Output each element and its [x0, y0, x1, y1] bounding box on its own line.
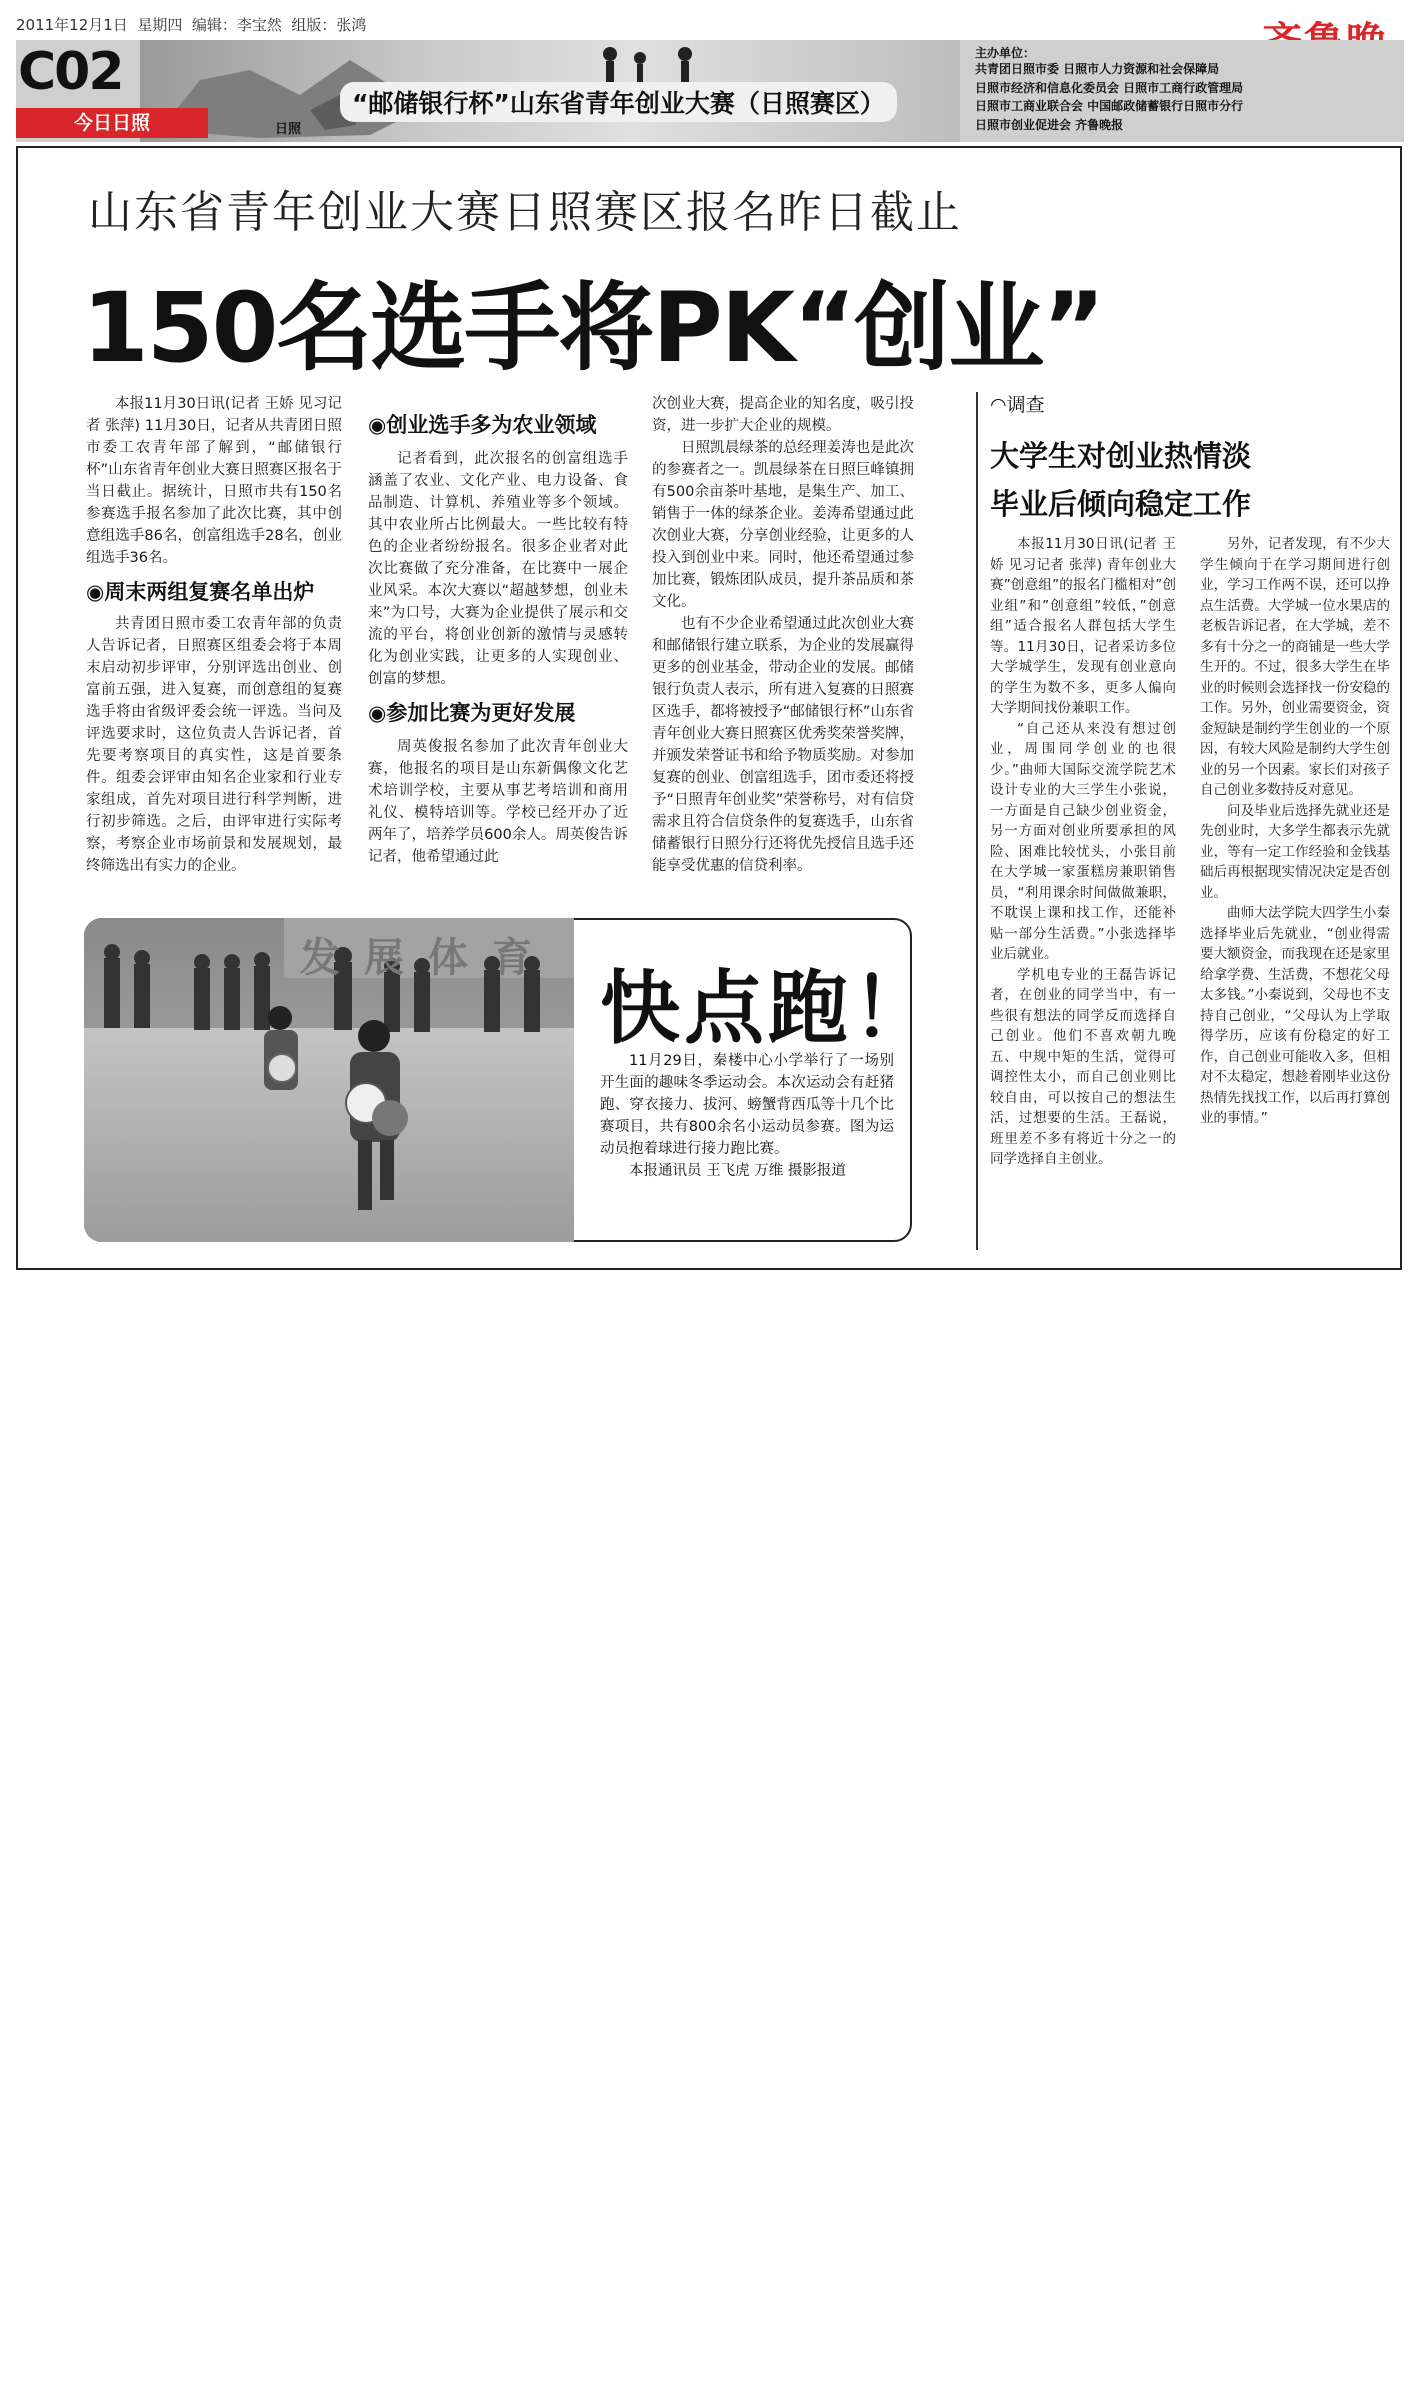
survey-title-line: 大学生对创业热情淡	[990, 439, 1252, 473]
paragraph: 周英俊报名参加了此次青年创业大赛，他报名的项目是山东新偶像文化艺术培训学校，主要从事艺考培训和商用礼仪、模特培训等。学校已经开办了近两年了，培养学员600余人。周英俊告诉记者，他希望通过此	[368, 739, 628, 865]
host-line: 共青团日照市委 日照市人力资源和社会保障局	[975, 62, 1220, 76]
map-label: 日照	[275, 122, 302, 137]
paragraph: 本报11月30日讯(记者 王娇 见习记者 张萍) 青年创业大赛”创意组”的报名门槛相对”创业组”和”创意组”较低，”创意组”适合报名人群包括大学生等。11月30日，记者采访多位大学城学生，发现有创业意向的学生为数不多，更多人偏向大学期间找份兼职工作。	[990, 536, 1176, 716]
paragraph: 另外，记者发现，有不少大学生倾向于在学习期间进行创业，学习工作两不误，还可以挣点生活费。大学城一位水果店的老板告诉记者，在大学城，差不多有十分之一的商铺是一些大学生开的。不过，很多大学生在毕业的时候则会选择找一份安稳的工作。另外，创业需要资金，资金短缺是制约学生创业的一个原因，有较大风险是制约大学生创业的另一个因素。家长们对孩子自己创业多数持反对意见。	[1200, 536, 1390, 798]
survey-column-a	[990, 534, 1176, 1170]
host-line: 日照市经济和信息化委员会 日照市工商行政管理局	[975, 80, 1244, 95]
survey-label: ◠调查	[990, 394, 1045, 416]
hosts-title: 主办单位：	[975, 46, 1036, 60]
page-number: C02	[18, 42, 123, 102]
paragraph: 学机电专业的王磊告诉记者，在创业的同学当中，有一些很有想法的同学反而选择自己创业。他们不喜欢朝九晚五、中规中矩的生活，觉得可调控性太小，而自己创业则比较自由，可以按自己的想法生活，过想要的生活。王磊说，班里差不多有将近十分之一的同学选择自主创业。	[990, 966, 1176, 1167]
paragraph: 共青团日照市委工农青年部的负责人告诉记者，日照赛区组委会将于本周末启动初步评审，分别评选出创业、创富前五强，进入复赛，而创意组的复赛选手将由省级评委会统一评选。当问及评选要求时，这位负责人告诉记者，首先要考察项目的真实性，这是首要条件。组委会评审由知名企业家和行业专家组成，首先对项目进行科学判断，进行初步筛选。之后，由评审进行实际考察，考察企业市场前景和发展规划，最终筛选出有实力的企业。	[86, 616, 342, 874]
paragraph: 次创业大赛，提高企业的知名度，吸引投资，进一步扩大企业的规模。	[652, 396, 914, 434]
caption-text: 11月29日，秦楼中心小学举行了一场别开生面的趣味冬季运动会。本次运动会有赶猪跑、穿衣接力、拔河、螃蟹背西瓜等十几个比赛项目，共有800余名小运动员参赛。图为运动员抱着球进行接力跑比赛。	[600, 1053, 894, 1157]
paragraph: “自己还从来没有想过创业，周围同学创业的也很少。”曲师大国际交流学院艺术设计专业的大三学生小张说，一方面是自己缺少创业资金，另一方面对创业所要承担的风险、困难比较忧头，小张目前在大学城一家蛋糕房兼职销售员，“利用课余时间做做兼职，不耽误上课和找工作，还能补贴一部分生活费。”小张选择毕业后就业。	[990, 720, 1176, 962]
article-headline: 150名选手将PK“创业”	[82, 272, 1104, 384]
paragraph: 问及毕业后选择先就业还是先创业时，大多学生都表示先就业，等有一定工作经验和金钱基础后再根据现实情况决定是否创业。	[1200, 802, 1390, 901]
article-column-3	[652, 393, 914, 877]
survey-title	[990, 432, 1251, 528]
article-column-2	[368, 414, 628, 868]
host-line: 日照市工商业联合会 中国邮政储蓄银行日照市分行	[975, 99, 1244, 113]
survey-column-b	[1200, 534, 1390, 1129]
photo-caption	[600, 1050, 894, 1182]
subhead-development: ◉参加比赛为更好发展	[368, 701, 576, 725]
article-subtitle: 山东省青年创业大赛日照赛区报名昨日截止	[88, 187, 962, 238]
hosts-list	[975, 60, 1395, 134]
lead-paragraph: 本报11月30日讯(记者 王娇 见习记者 张萍) 11月30日，记者从共青团日照市委工农青年部了解到，“邮储银行杯”山东省青年创业大赛日照赛区报名于当日截止。据统计，日照市共有150名参赛选手报名参加了此次比赛，其中创意组选手86名，创富组选手28名，创业组选手36名。	[86, 396, 342, 566]
contest-name: “邮储银行杯”山东省青年创业大赛（日照赛区）	[340, 82, 897, 122]
paragraph: 也有不少企业希望通过此次创业大赛和邮储银行建立联系，为企业的发展赢得更多的创业基金，带动企业的发展。邮储银行负责人表示，所有进入复赛的日照赛区选手，都将被授予“邮储银行杯”山东省青年创业大赛日照赛区优秀奖荣誉奖牌，并颁发荣誉证书和给予物质奖励。对参加复赛的创业、创富组选手，团市委还将授予“日照青年创业奖”荣誉称号，对有信贷需求且符合信贷条件的复赛选手，山东省储蓄银行日照分行还将优先授信且选手还能享受优惠的信贷利率。	[652, 616, 914, 874]
column-divider	[976, 392, 978, 1250]
survey-title-line: 毕业后倾向稳定工作	[990, 487, 1252, 521]
subhead-agriculture: ◉创业选手多为农业领域	[368, 413, 597, 437]
photo-caption-title: 快点跑！	[600, 962, 936, 1055]
photo-wall-text: 发展体育	[300, 935, 556, 981]
dateline: 2011年12月1日 星期四 编辑：李宝然 组版：张鸿	[16, 16, 367, 34]
section-tag: 今日日照	[16, 108, 208, 138]
article-column-1	[86, 393, 342, 877]
paragraph: 曲师大法学院大四学生小秦选择毕业后先就业，“创业得需要大额资金，而我现在还是家里给拿学费、生活费，不想花父母太多钱。”小秦说到，父母也不支持自己创业，“父母认为上学取得学历，应该有份稳定的好工作，自己创业可能收入多，但相对不太稳定，想趁着刚毕业这份热情先找找工作，以后再打算创业的事情。”	[1200, 905, 1390, 1126]
host-line: 日照市创业促进会 齐鲁晚报	[975, 117, 1124, 132]
paragraph: 记者看到，此次报名的创富组选手涵盖了农业、文化产业、电力设备、食品制造、计算机、养殖业等多个领域。其中农业所占比例最大。一些比较有特色的企业者纷纷报名。很多企业者对此次比赛做了充分准备，在比赛中一展企业风采。本次大赛以“超越梦想，创业未来”为口号，大赛为企业提供了展示和交流的平台，将创业创新的激情与灵感转化为创业实践，让更多的人实现创业、创富的梦想。	[368, 451, 628, 687]
photo-credit: 本报通讯员 王飞虎 万维 摄影报道	[629, 1163, 846, 1179]
subhead-finalists: ◉周末两组复赛名单出炉	[86, 580, 315, 604]
paragraph: 日照凯晨绿茶的总经理姜涛也是此次的参赛者之一。凯晨绿茶在日照巨峰镇拥有500余亩茶叶基地，是集生产、加工、销售于一体的绿茶企业。姜涛希望通过此次创业大赛，分享创业经验，让更多的人投入到创业中来。同时，他还希望通过参加比赛，锻炼团队成员，提升茶品质和茶文化。	[652, 440, 914, 610]
